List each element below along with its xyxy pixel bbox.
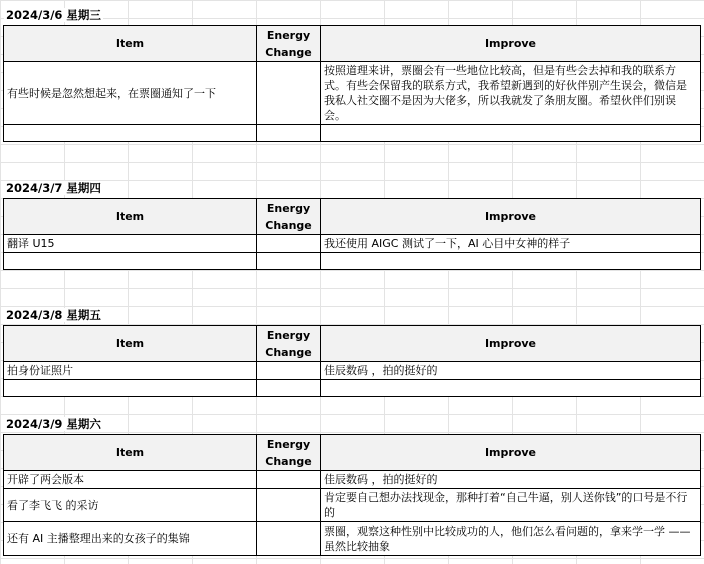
day-table	[3, 25, 701, 142]
date-label: 2024/3/6 星期三	[6, 8, 101, 22]
item-cell[interactable]: 有些时候是忽然想起来，在票圈通知了一下	[4, 62, 257, 125]
header-item[interactable]: Item	[4, 26, 257, 62]
day-table	[3, 325, 701, 397]
energy-cell[interactable]	[257, 362, 321, 380]
header-energy-change[interactable]	[257, 326, 321, 362]
improve-cell[interactable]: 我还使用 AIGC 测试了一下，AI 心目中女神的样子	[321, 235, 701, 253]
header-energy-label: Energy Change	[265, 28, 312, 59]
improve-cell[interactable]: 按照道理来讲，票圈会有一些地位比较高，但是有些会去掉和我的联系方式。有些会保留我的联系方式，我希望新遇到的好伙伴别产生误会，微信是我私人社交圈不是因为大佬多，所以我就发了条朋友圈。希望伙伴们别误会。	[321, 62, 701, 125]
improve-cell[interactable]: 票圈，观察这种性别中比较成功的人，他们怎么看问题的，拿来学一学 —— 虽然比较抽象	[321, 522, 701, 556]
energy-cell[interactable]	[257, 380, 321, 397]
item-cell[interactable]: 拍身份证照片	[4, 362, 257, 380]
header-energy-label: Energy Change	[265, 201, 312, 232]
improve-cell[interactable]	[321, 253, 701, 270]
header-improve[interactable]: Improve	[321, 435, 701, 471]
header-improve[interactable]: Improve	[321, 326, 701, 362]
improve-cell[interactable]: 肯定要自己想办法找现金，那种打着“自己牛逼，别人送你钱”的口号是不行的	[321, 489, 701, 522]
improve-cell[interactable]	[321, 380, 701, 397]
item-cell[interactable]: 还有 AI 主播整理出来的女孩子的集锦	[4, 522, 257, 556]
energy-cell[interactable]	[257, 489, 321, 522]
date-label: 2024/3/7 星期四	[6, 181, 101, 195]
item-cell[interactable]	[4, 253, 257, 270]
header-energy-change[interactable]	[257, 26, 321, 62]
energy-cell[interactable]	[257, 471, 321, 489]
header-improve[interactable]: Improve	[321, 199, 701, 235]
energy-cell[interactable]	[257, 253, 321, 270]
improve-cell[interactable]	[321, 125, 701, 142]
item-cell[interactable]: 翻译 U15	[4, 235, 257, 253]
header-energy-label: Energy Change	[265, 328, 312, 359]
improve-cell[interactable]: 佳辰数码 ，拍的挺好的	[321, 471, 701, 489]
header-energy-change[interactable]	[257, 435, 321, 471]
header-energy-change[interactable]	[257, 199, 321, 235]
day-table	[3, 198, 701, 270]
header-item[interactable]: Item	[4, 435, 257, 471]
header-item[interactable]: Item	[4, 199, 257, 235]
date-label: 2024/3/8 星期五	[6, 308, 101, 322]
item-cell[interactable]	[4, 380, 257, 397]
header-improve[interactable]: Improve	[321, 26, 701, 62]
improve-cell[interactable]: 佳辰数码 ，拍的挺好的	[321, 362, 701, 380]
energy-cell[interactable]	[257, 62, 321, 125]
item-cell[interactable]	[4, 125, 257, 142]
energy-cell[interactable]	[257, 235, 321, 253]
item-cell[interactable]: 看了李飞飞 的采访	[4, 489, 257, 522]
header-energy-label: Energy Change	[265, 437, 312, 468]
day-table	[3, 434, 701, 556]
energy-cell[interactable]	[257, 522, 321, 556]
item-cell[interactable]: 开辟了两会版本	[4, 471, 257, 489]
date-label: 2024/3/9 星期六	[6, 417, 101, 431]
header-item[interactable]: Item	[4, 326, 257, 362]
energy-cell[interactable]	[257, 125, 321, 142]
